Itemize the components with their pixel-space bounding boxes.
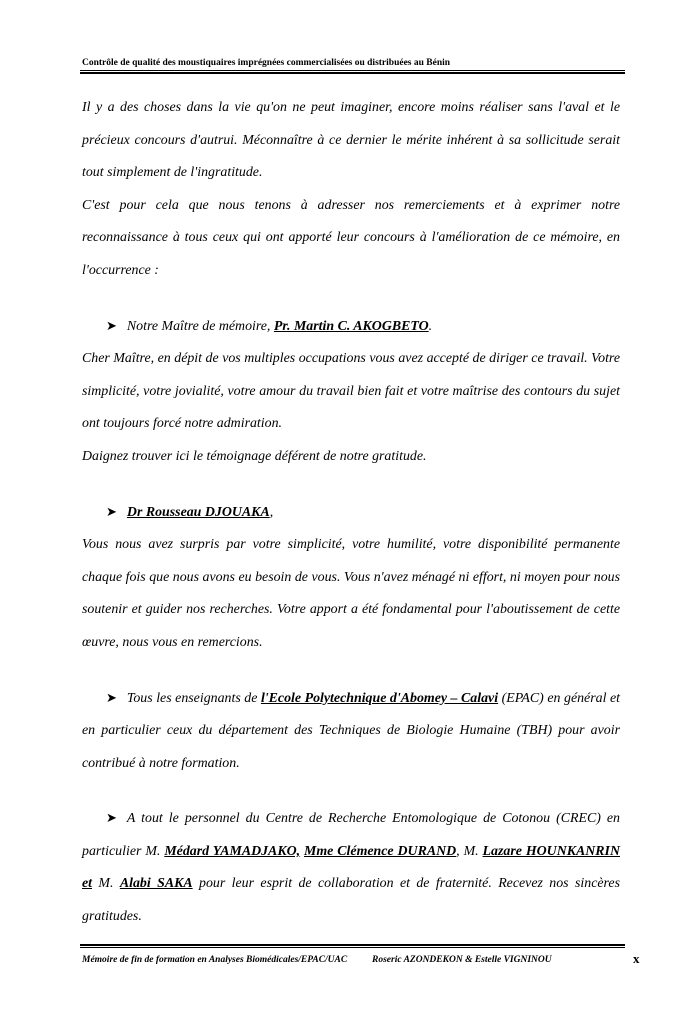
supervisor-paragraph: Cher Maître, en dépit de vos multiples occupations vous avez accepté de diriger ce travail. Votre simplicité, votre jovialité, votre amour du travail bien fait et votre maîtrise des contours du sujet ont toujours forcé notre admiration. [82, 351, 620, 432]
staff-name-4: Alabi SAKA [119, 876, 193, 892]
bullet-djouaka [82, 496, 620, 530]
bullet-crec-mid-2: , M. [456, 843, 483, 859]
bullet-teachers-lead: Tous les enseignants de [126, 690, 261, 706]
bullet-djouaka-tail: , [269, 504, 274, 520]
acknowledgements-body [82, 92, 620, 934]
page-number: x [633, 951, 640, 966]
intro-paragraph-1: Il y a des choses dans la vie qu'on ne peut imaginer, encore moins réaliser sans l'aval et le précieux concours d'autrui. Méconnaître à ce dernier le mérite inhérent à sa sollicitude serait tout simplement de l'ingratitude. [82, 100, 620, 181]
djouaka-paragraph: Vous nous avez surpris par votre simplicité, votre humilité, votre disponibilité permanente chaque fois que nous avons eu besoin de vous. Vous n'avez ménagé ni effort, ni moyen pour nous soutenir et guider nos recherches. Votre apport a été fondamental pour l'aboutissement de cette œuvre, nous vous en remercions. [82, 537, 620, 650]
bullet-crec-mid-3: M. [92, 876, 120, 892]
bullet-crec-tail: pour leur esprit de collaboration et de fraternité. Recevez nos sincères gratitudes. [82, 876, 620, 925]
bullet-crec [82, 802, 620, 933]
school-name: l'Ecole Polytechnique d'Abomey – Calavi [260, 690, 499, 706]
footer-rule-thick [80, 944, 625, 946]
staff-name-2: Mme Clémence DURAND [304, 843, 457, 859]
footer-authors: Roseric AZONDEKON & Estelle VIGNINOU [372, 955, 552, 965]
header-rule-thick [80, 72, 625, 74]
supervisor-name: Pr. Martin C. AKOGBETO [273, 318, 429, 334]
bullet-supervisor-tail: . [428, 318, 433, 334]
bullet-teachers-tail: (EPAC) en général et en particulier ceux du département des Techniques de Biologie Humaine (TBH) pour avoir contribué à notre formation. [82, 690, 620, 771]
bullet-supervisor [82, 310, 620, 344]
staff-name-1: Médard YAMADJAKO, [164, 843, 301, 859]
arrowhead-bullet-icon: ➤ [106, 689, 117, 705]
arrowhead-bullet-icon: ➤ [106, 810, 117, 826]
footer-rule [80, 947, 625, 948]
djouaka-name: Dr Rousseau DJOUAKA [126, 504, 270, 520]
header-rule [80, 70, 625, 71]
bullet-crec-lead: A tout le personnel du Centre de Recherche Entomologique de Cotonou (CREC) en particulier M. [82, 811, 620, 859]
running-header: Contrôle de qualité des moustiquaires imprégnées commercialisées ou distribuées au Bénin [82, 58, 451, 68]
arrowhead-bullet-icon: ➤ [106, 503, 117, 519]
bullet-teachers [82, 682, 620, 781]
staff-name-3: Lazare HOUNKANRIN et [82, 843, 620, 892]
arrowhead-bullet-icon: ➤ [106, 317, 117, 333]
footer-thesis-label: Mémoire de fin de formation en Analyses Biomédicales/EPAC/UAC [82, 955, 348, 965]
supervisor-closing: Daignez trouver ici le témoignage déférent de notre gratitude. [82, 448, 427, 464]
bullet-supervisor-lead: Notre Maître de mémoire, [126, 318, 274, 334]
intro-paragraph-2: C'est pour cela que nous tenons à adresser nos remerciements et à exprimer notre reconnaissance à tous ceux qui ont apporté leur concours à l'amélioration de ce mémoire, en l'occurrence : [82, 197, 620, 278]
